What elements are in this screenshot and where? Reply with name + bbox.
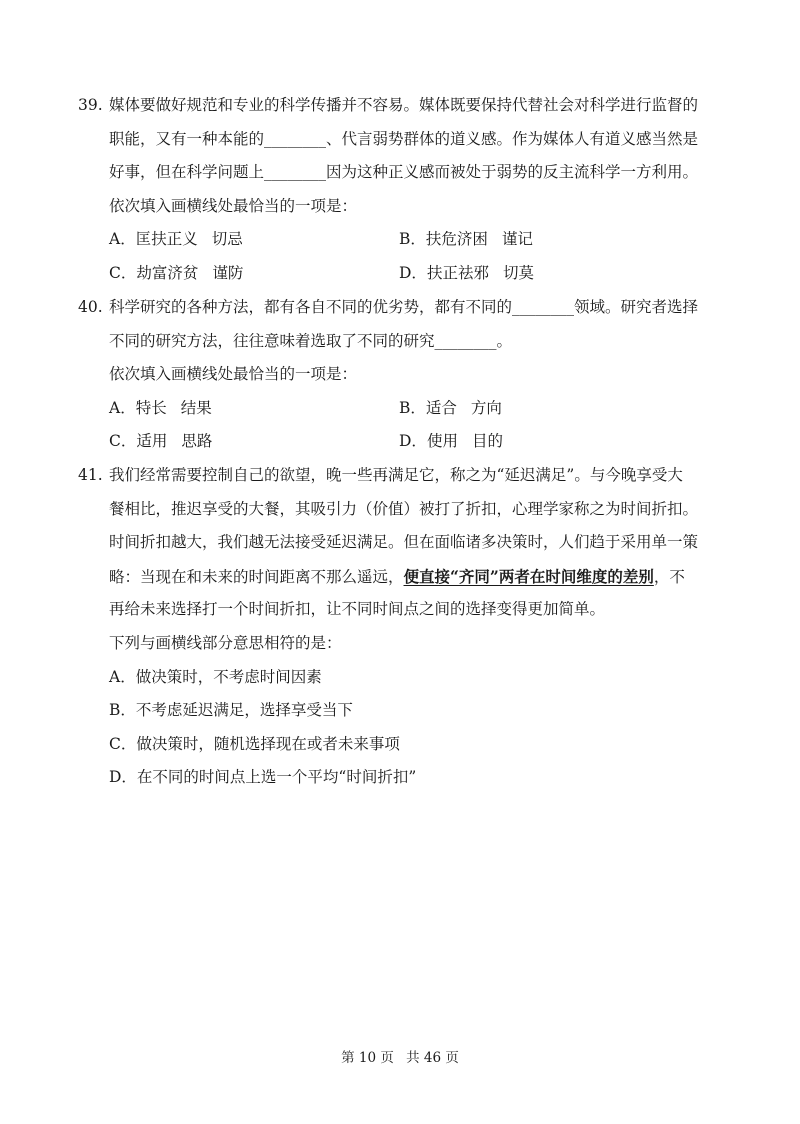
option-b[interactable] [399,223,689,257]
option-c[interactable]: C．做决策时，随机选择现在或者未来事项 [109,734,400,753]
option-word-2: 切莫 [502,263,534,282]
option-a[interactable] [109,223,399,257]
option-word-2: 思路 [181,432,213,451]
option-label: B． [399,230,426,249]
question-text: 我们经常需要控制自己的欲望，晚一些再满足它，称之为“延迟满足”。与今晚享受大 [109,466,683,484]
question-40 [78,291,738,459]
option-word-2: 切忌 [211,230,243,249]
question-text: 职能，又有一种本能的________、代言弱势群体的道义感。作为媒体人有道义感当然是 [109,129,699,148]
question-text: 好事，但在科学问题上________因为这种正义感而被处于弱势的反主流科学一方利用。 [109,163,699,182]
option-a[interactable] [109,392,399,426]
question-prompt: 依次填入画横线处最恰当的一项是： [109,365,358,384]
option-c[interactable] [109,425,399,459]
option-word-1: 匡扶正义 [135,230,198,249]
option-word-1: 特长 [135,398,167,417]
question-39 [78,89,738,291]
question-text: ，不 [653,567,685,586]
option-d[interactable] [399,425,689,459]
options-row [78,223,738,257]
option-label: C． [109,263,137,282]
option-word-2: 方向 [470,398,502,417]
page-total: 共 46 页 [406,1050,459,1066]
page-number: 第 10 页 [341,1050,394,1066]
option-label: A． [109,398,136,417]
question-line [78,560,738,594]
question-text: 不同的研究方法，往往意味着选取了不同的研究________。 [109,331,513,350]
option-b[interactable] [399,392,689,426]
question-text: 再给未来选择打一个时间折扣，让不同时间点之间的选择变得更加简单。 [109,600,606,619]
option-word-2: 结果 [180,398,212,417]
option-label: C． [109,432,137,451]
question-text: 科学研究的各种方法，都有各自不同的优劣势，都有不同的________领域。研究者选择 [109,298,699,316]
option-word-1: 扶正祛邪 [426,263,489,282]
question-prompt: 下列与画横线部分意思相符的是： [109,633,342,652]
question-text: 略：当现在和未来的时间距离不那么遥远， [109,567,404,586]
question-prompt: 依次填入画横线处最恰当的一项是： [109,196,358,215]
question-number: 41. [78,466,103,484]
option-word-1: 适用 [136,432,168,451]
options-row [78,257,738,291]
question-line [78,291,738,325]
option-a[interactable]: A．做决策时，不考虑时间因素 [109,667,322,686]
option-label: A． [109,230,136,249]
option-label: D． [399,263,427,282]
page-footer [0,1046,800,1066]
option-word-1: 适合 [425,398,457,417]
options-row [78,425,738,459]
question-text: 时间折扣越大，我们越无法接受延迟满足。但在面临诸多决策时，人们趋于采用单一策 [109,533,699,552]
option-c[interactable] [109,257,399,291]
option-word-2: 谨防 [212,263,244,282]
option-label: D． [399,432,427,451]
option-word-1: 劫富济贫 [136,263,199,282]
question-text: 餐相比，推迟享受的大餐，其吸引力（价值）被打了折扣，心理学家称之为时间折扣。 [109,499,699,518]
option-label: B． [399,398,426,417]
underlined-phrase: 便直接“齐同”两者在时间维度的差别 [403,566,654,586]
option-word-2: 谨记 [501,230,533,249]
question-line [78,89,738,123]
option-word-1: 扶危济困 [425,230,488,249]
option-d[interactable] [399,257,689,291]
option-d[interactable]: D．在不同的时间点上选一个平均“时间折扣” [109,768,417,787]
question-41 [78,459,738,795]
question-text: 媒体要做好规范和专业的科学传播并不容易。媒体既要保持代替社会对科学进行监督的 [109,96,699,114]
option-b[interactable]: B．不考虑延迟满足，选择享受当下 [109,701,353,720]
option-word-1: 使用 [426,432,458,451]
options-row [78,392,738,426]
question-line [78,459,738,493]
option-word-2: 目的 [471,432,503,451]
question-number: 40. [78,298,103,316]
question-number: 39. [78,96,103,114]
